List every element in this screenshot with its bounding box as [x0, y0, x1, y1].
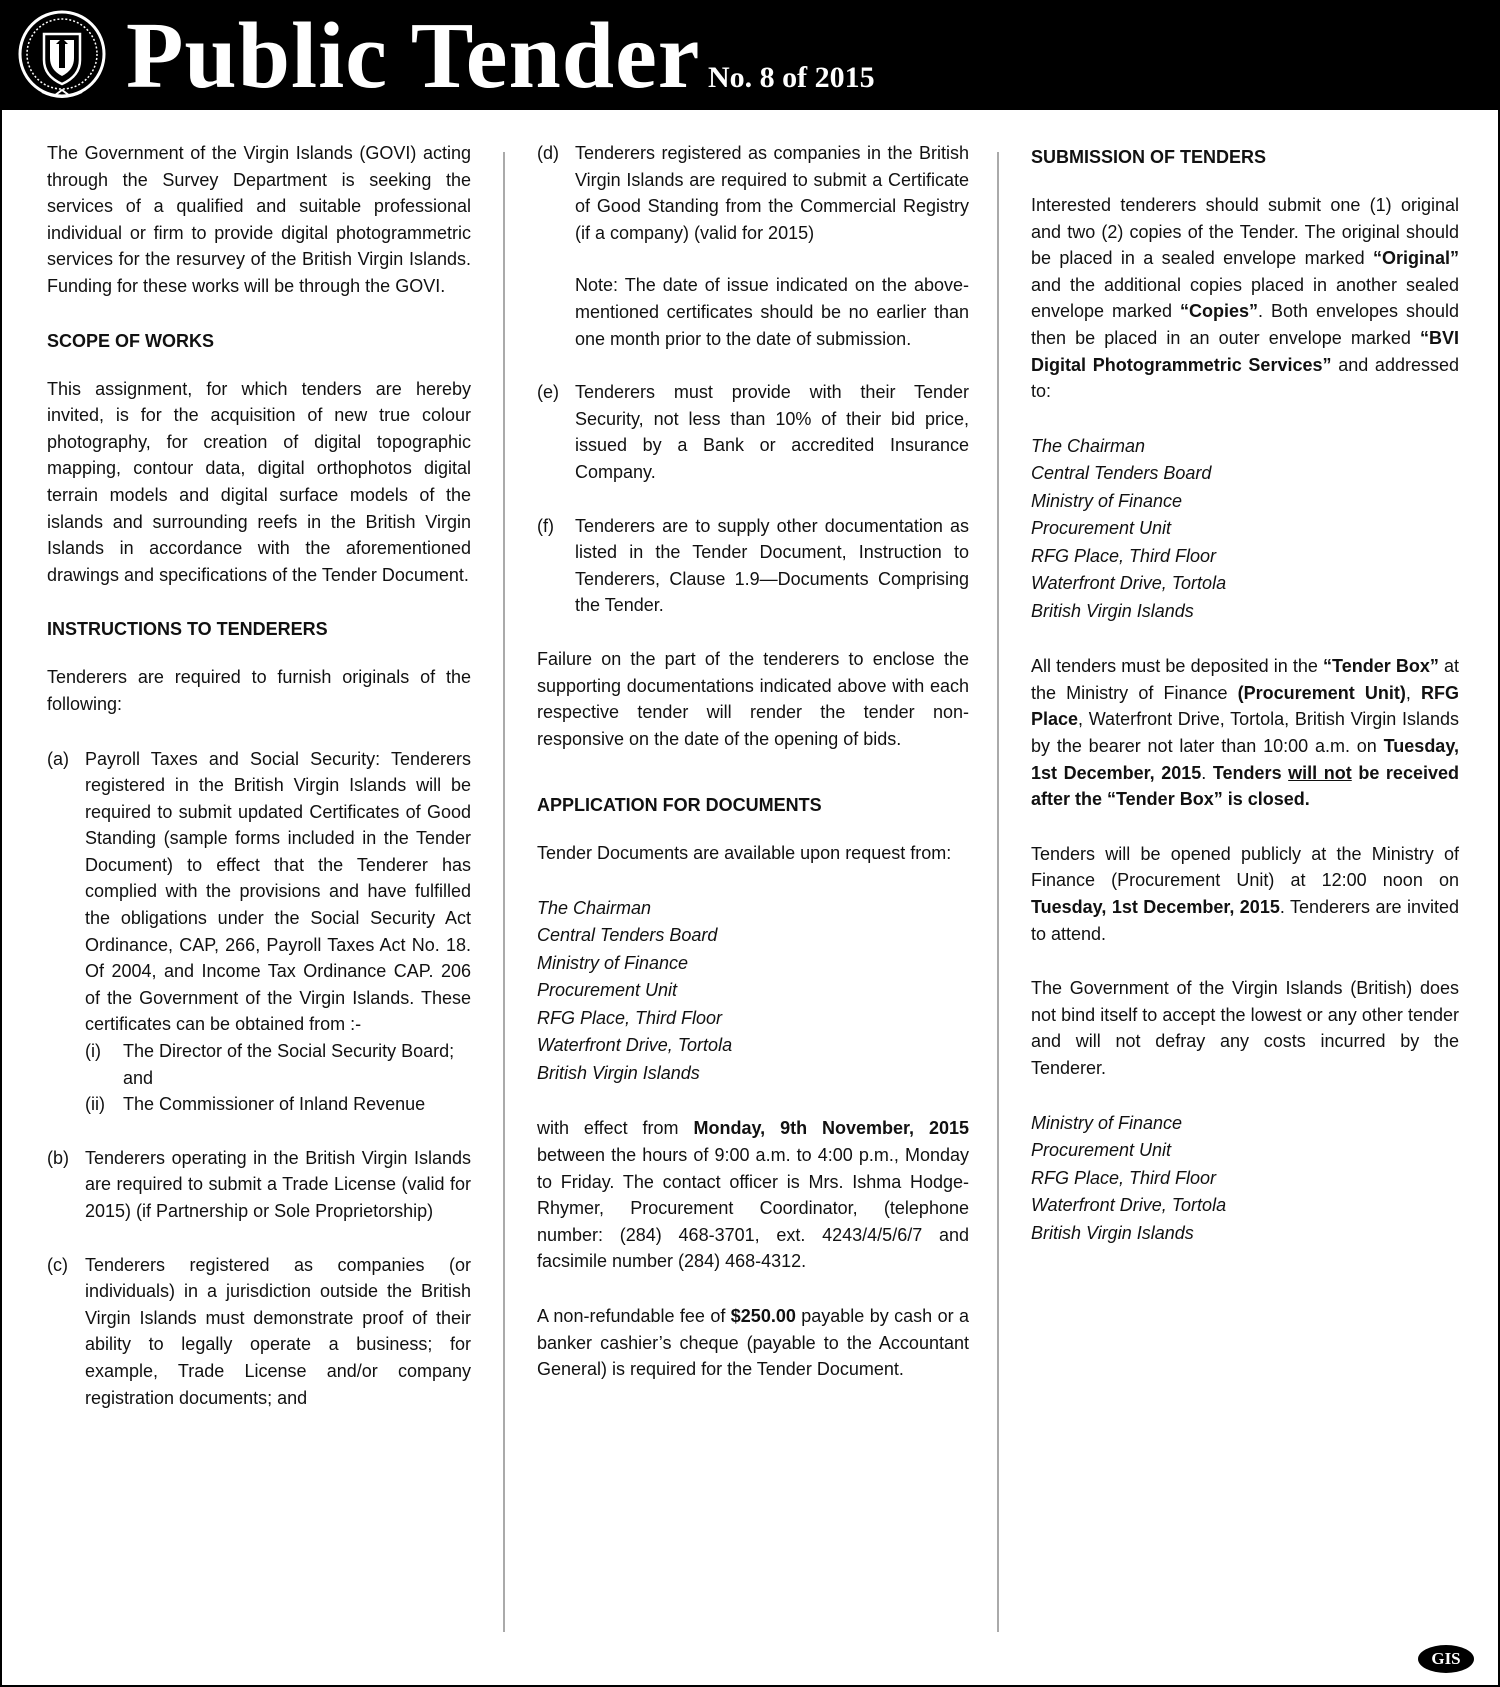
emphasis: be received after the “Tender Box” is closed.: [1031, 762, 1459, 810]
effect-paragraph: [537, 1115, 969, 1275]
application-heading: APPLICATION FOR DOCUMENTS: [537, 795, 822, 816]
address-line: Ministry of Finance: [1031, 490, 1183, 511]
text-run: Interested tenderers should submit one (1) original and two (2) copies of the Tender. The original should be placed in a sealed envelope marked: [1031, 195, 1459, 269]
text-run: between the hours of 9:00 a.m. to 4:00 p.m., Monday to Friday. The contact officer is Mrs. Ishma Hodge-Rhymer, Procurement Coordinator, (telephone number: (284) 468-3701, ext. 4243/4/5/6/7 and facsimile number (284) 468-4312.: [537, 1144, 969, 1272]
text-run: , Waterfront Drive, Tortola, British Virgin Islands by the bearer not later than 10:00 a.m. on: [1031, 709, 1459, 757]
text-run: ,: [1405, 682, 1421, 703]
address-line: Ministry of Finance: [1031, 1112, 1183, 1133]
item-label: (b): [47, 1147, 69, 1168]
column-right: [1031, 140, 1459, 1275]
list-item-c: [47, 1252, 471, 1412]
item-text: Payroll Taxes and Social Security: Tenderers registered in the British Virgin Islands will be required to submit updated Certificates of Good Standing (sample forms included in the Tender Document) to effect that the Tenderer has complied with the provisions and have fulfilled the obligations under the Social Security Act Ordinance, CAP, 266, Payroll Taxes Act No. 18. Of 2004, and Income Tax Ordinance CAP. 206 of the Government of the Virgin Islands. These certificates can be obtained from :-: [85, 748, 471, 1035]
address-line: RFG Place, Third Floor: [1031, 1167, 1217, 1188]
fee-amount: $250.00: [730, 1305, 796, 1326]
page-title: Public Tender: [126, 4, 701, 108]
failure-paragraph: Failure on the part of the tenderers to enclose the supporting documentations indicated above with each respective tender will render the tender non-responsive on the date of the opening of bids.: [537, 648, 969, 749]
gis-logo-icon: GIS: [1418, 1645, 1474, 1673]
item-label: (c): [47, 1254, 68, 1275]
text-run: A non-refundable fee of: [537, 1305, 731, 1326]
tender-number: No. 8 of 2015: [708, 61, 875, 94]
text-run: Tenders will be opened publicly at the Ministry of Finance (Procurement Unit) at 12:00 noon on: [1031, 843, 1459, 891]
emphasis: “Tender Box”: [1323, 656, 1439, 677]
sub-item-ii: [85, 1091, 471, 1118]
address-line: Central Tenders Board: [537, 925, 718, 946]
emphasis: (Procurement Unit): [1237, 682, 1406, 703]
disclaimer-paragraph: The Government of the Virgin Islands (British) does not bind itself to accept the lowest or any other tender and will not defray any costs incurred by the Tenderer.: [1031, 978, 1459, 1078]
sub-item-i: [85, 1038, 471, 1091]
instructions-intro: Tenderers are required to furnish originals of the following:: [47, 667, 471, 714]
text-run: All tenders must be deposited in the: [1031, 656, 1324, 677]
list-item-e: [537, 379, 969, 485]
address-line: Ministry of Finance: [537, 952, 689, 973]
deposit-paragraph: [1031, 653, 1459, 813]
address-line: British Virgin Islands: [1031, 1222, 1194, 1243]
address-line: Waterfront Drive, Tortola: [537, 1035, 733, 1056]
scope-paragraph: This assignment, for which tenders are hereby invited, is for the acquisition of new true colour photography, for creation of digital topographic mapping, contour data, digital orthophotos digital terrain models and digital surface models of the islands and surrounding reefs in the British Virgin Islands in accordance with the aforementioned drawings and specifications of the Tender Document.: [47, 378, 471, 585]
submission-heading: SUBMISSION OF TENDERS: [1031, 147, 1267, 167]
address-line: Procurement Unit: [1031, 1140, 1172, 1161]
item-label: (e): [537, 382, 559, 403]
text-run: and the additional copies placed in another sealed envelope marked: [1031, 274, 1459, 322]
address-line: RFG Place, Third Floor: [1031, 545, 1217, 566]
column-left: [47, 140, 471, 1438]
address-line: British Virgin Islands: [537, 1062, 700, 1083]
emphasis: “BVI Digital Photogrammetric Services”: [1031, 327, 1459, 375]
item-label: (a): [47, 748, 69, 769]
item-text: Tenderers must provide with their Tender Security, not less than 10% of their bid price, issued by a Bank or accredited Insurance Company.: [575, 382, 969, 482]
address-line: Procurement Unit: [537, 980, 678, 1001]
text-run: at the Ministry of Finance: [1031, 656, 1459, 703]
list-item-a: [47, 746, 471, 1118]
item-text: Tenderers registered as companies (or individuals) in a jurisdiction outside the British Virgin Islands must demonstrate proof of their ability to legally operate a business; for example, Trade License and/or company registration documents; and: [85, 1254, 471, 1408]
emphasis: “Original”: [1372, 248, 1459, 269]
signature-address-block: [1031, 1110, 1459, 1248]
intro-paragraph: The Government of the Virgin Islands (GOVI) acting through the Survey Department is seeking the services of a qualified and suitable professional individual or firm to provide digital photogrammetric services for the resurvey of the British Virgin Islands. Funding for these works will be through the GOVI.: [47, 143, 471, 296]
text-run: and addressed to:: [1031, 354, 1459, 402]
instructions-heading: INSTRUCTIONS TO TENDERERS: [47, 619, 328, 640]
item-text: Tenderers registered as companies in the British Virgin Islands are required to submit a Certificate of Good Standing from the Commercial Registry (if a company) (valid for 2015): [575, 143, 969, 243]
emphasis: “Copies”: [1180, 301, 1259, 322]
sub-item-label: (i): [85, 1041, 101, 1062]
item-note: Note: The date of issue indicated on the above-mentioned certificates should be no earlier than one month prior to the date of submission.: [575, 275, 969, 349]
sub-item-text: The Commissioner of Inland Revenue: [123, 1094, 426, 1115]
emphasis: Tuesday, 1st December, 2015: [1031, 736, 1459, 783]
address-line: Central Tenders Board: [1031, 463, 1212, 484]
address-line: British Virgin Islands: [1031, 600, 1194, 621]
column-divider-left: [503, 152, 505, 1632]
address-line: Waterfront Drive, Tortola: [1031, 1195, 1227, 1216]
item-text: Tenderers are to supply other documentation as listed in the Tender Document, Instruction to Tenderers, Clause 1.9—Documents Comprising the Tender.: [575, 515, 969, 616]
address-line: Waterfront Drive, Tortola: [1031, 573, 1227, 594]
item-label: (f): [537, 515, 554, 536]
crest-seal-icon: [14, 8, 110, 104]
address-line: The Chairman: [1031, 435, 1146, 456]
column-middle: [537, 140, 969, 1411]
text-run: . Tenderers are invited to attend.: [1031, 897, 1459, 944]
effect-date: Monday, 9th November, 2015: [693, 1118, 969, 1139]
sub-item-text: The Director of the Social Security Board; and: [123, 1041, 455, 1088]
list-item-b: [47, 1145, 471, 1225]
list-item-f: [537, 513, 969, 619]
address-line: RFG Place, Third Floor: [537, 1007, 723, 1028]
submission-paragraph: [1031, 192, 1459, 405]
text-run: with effect from: [537, 1118, 694, 1139]
item-text: Tenderers operating in the British Virgin Islands are required to submit a Trade License (valid for 2015) (if Partnership or Sole Proprietorship): [85, 1147, 471, 1221]
address-line: Procurement Unit: [1031, 518, 1172, 539]
address-block: [1031, 433, 1459, 626]
header-banner: [2, 2, 1498, 110]
text-run: payable by cash or a banker cashier’s cheque (payable to the Accountant General) is required for the Tender Document.: [537, 1305, 969, 1380]
address-block: [537, 895, 969, 1088]
emphasis: RFG Place: [1031, 682, 1459, 730]
emphasis: Tuesday, 1st December, 2015: [1031, 897, 1280, 917]
text-run: .: [1201, 762, 1213, 783]
opening-paragraph: [1031, 841, 1459, 947]
column-divider-right: [997, 152, 999, 1632]
emphasis-underline: will not: [1288, 762, 1352, 783]
list-item-d: [537, 140, 969, 352]
text-run: . Both envelopes should then be placed in an outer envelope marked: [1031, 301, 1460, 348]
address-line: The Chairman: [537, 897, 652, 918]
item-label: (d): [537, 143, 559, 163]
fee-paragraph: [537, 1303, 969, 1383]
scope-heading: SCOPE OF WORKS: [47, 330, 215, 351]
sub-item-label: (ii): [85, 1094, 105, 1115]
application-intro: Tender Documents are available upon request from:: [537, 843, 952, 864]
emphasis: Tenders: [1212, 762, 1289, 783]
